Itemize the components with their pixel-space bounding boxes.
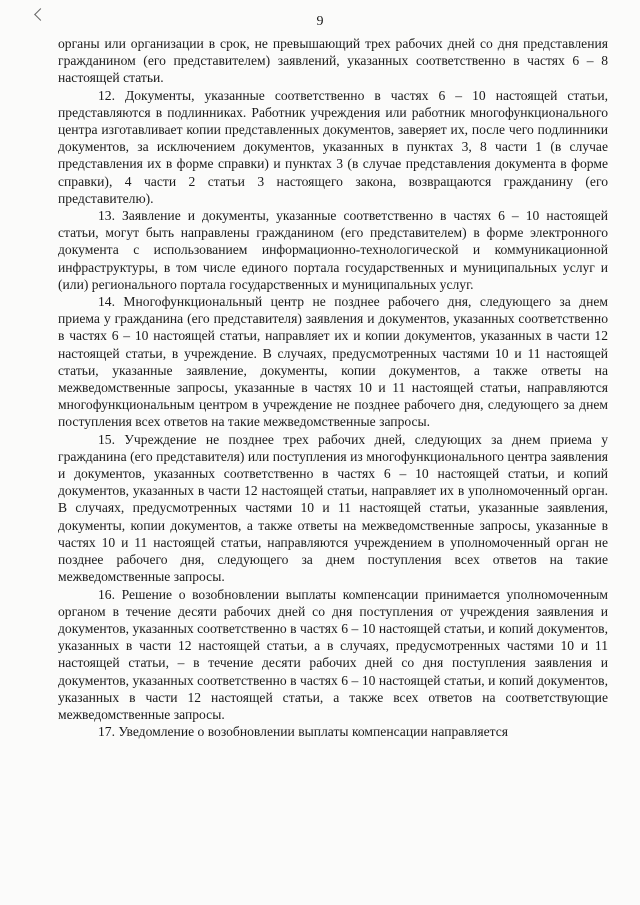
document-body [58, 35, 608, 740]
page-number: 9 [316, 14, 324, 29]
paragraph-13: 13. Заявление и документы, указанные соответственно в частях 6 – 10 настоящей статьи, могут быть направлены гражданином (его представителем) в форме электронного документа с использованием информационно-технологической и коммуникационной инфраструктуры, в том числе единого портала государственных и муниципальных услуг и (или) регионального портала государственных и муниципальных услуг. [58, 208, 608, 292]
paragraph-continuation: органы или организации в срок, не превышающий трех рабочих дней со дня представления гражданином (его представителем) заявлений, указанных соответственно в частях 6 – 8 настоящей статьи. [58, 36, 608, 86]
paragraph-16: 16. Решение о возобновлении выплаты компенсации принимается уполномоченным органом в течение десяти рабочих дней со дня поступления от учреждения заявления и документов, указанных соответственно в частях 6 – 10 настоящей статьи, и копий документов, указанных в части 12 настоящей статьи, а в случаях, предусмотренных частями 10 и 11 настоящей статьи, – в течение десяти рабочих дней со дня поступления заявления и документов, указанных соответственно в частях 6 – 10 настоящей статьи, и копий документов, указанных в части 12 настоящей статьи, а также всех ответов на соответствующие межведомственные запросы. [58, 586, 608, 722]
paragraph-17: 17. Уведомление о возобновлении выплаты компенсации направляется [98, 724, 508, 740]
paragraph-12: 12. Документы, указанные соответственно в частях 6 – 10 настоящей статьи, представляются в подлинниках. Работник учреждения или работник многофункционального центра изготавливает копии представленных документов, заверяет их, после чего подлинники документов, за исключением документов, указанных в пунктах 3, 8 части 1 (в случае представления их в форме справки) и пунктах 3 (в случае представления документа в форме справки), 4 части 2 статьи 3 настоящего закона, возвращаются гражданину (его представителю). [58, 87, 608, 206]
paragraph-14: 14. Многофункциональный центр не позднее рабочего дня, следующего за днем приема у гражданина (его представителя) заявления и документов, указанных соответственно в частях 6 – 10 настоящей статьи, направляет их и копии документов, указанных в части 12 настоящей статьи, в учреждение. В случаях, предусмотренных частями 10 и 11 настоящей статьи, указанные заявление, документы, копии документов, а также ответы на межведомственные запросы, указанные в частях 10 и 11 настоящей статьи, направляются многофункциональным центром в учреждение не позднее рабочего дня, следующего за днем поступления всех ответов на такие межведомственные запросы. [58, 294, 608, 430]
paragraph-15: 15. Учреждение не позднее трех рабочих дней, следующих за днем приема у гражданина (его представителя) или поступления из многофункционального центра заявления и документов, указанных соответственно в частях 6 – 10 настоящей статьи, и копий документов, указанных в части 12 настоящей статьи, направляет их в уполномоченный орган. В случаях, предусмотренных частями 10 и 11 настоящей статьи, указанные заявления, документы, копии документов, а также ответы на межведомственные запросы, указанные в частях 10 и 11 настоящей статьи, направляются учреждением в уполномоченный орган не позднее рабочего дня, следующего за днем поступления всех ответов на такие межведомственные запросы. [58, 431, 608, 585]
